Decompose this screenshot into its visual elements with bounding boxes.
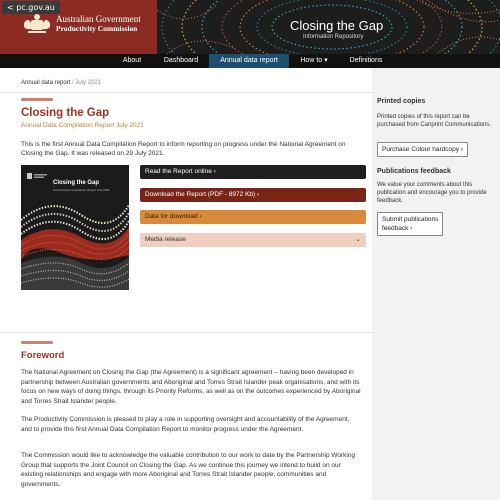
site-title[interactable]: Closing the Gap <box>290 18 384 33</box>
cover-subtitle: Annual Data Compilation Report July 2021 <box>53 188 110 192</box>
media-release-label: Media release <box>145 236 186 243</box>
read-report-online-button[interactable]: Read the Report online › <box>140 165 366 179</box>
title-accent-bar <box>21 98 53 101</box>
submit-feedback-label-1: Submit publications <box>382 216 439 223</box>
page-title: Closing the Gap <box>21 107 110 119</box>
media-release-dropdown[interactable] <box>140 233 366 247</box>
publications-feedback-heading: Publications feedback <box>377 168 451 175</box>
url-status-chip <box>2 1 60 14</box>
gov-line1: Australian Government <box>56 14 141 24</box>
nav-how-to[interactable]: How to ▾ <box>300 57 328 64</box>
intro-text: This is the first Annual Data Compilation Report to inform reporting on progress under the National Agreement on Closing the Gap. It was released on 29 July 2021. <box>21 141 346 157</box>
gov-text <box>56 14 141 34</box>
nav-annual-data-report[interactable]: Annual data report <box>209 54 289 68</box>
submit-feedback-label-2: feedback › <box>382 225 413 232</box>
gov-line2: Productivity Commission <box>56 24 138 33</box>
url-prefix: < <box>7 3 14 12</box>
download-report-pdf-button[interactable]: Download the Report (PDF - 8972 Kb) › <box>140 188 366 202</box>
cover-title: Closing the Gap <box>53 180 100 186</box>
breadcrumb-separator: / <box>72 80 74 86</box>
divider <box>0 92 372 93</box>
nav-about[interactable]: About <box>122 57 142 64</box>
url-text: pc.gov.au <box>16 3 55 12</box>
coat-of-arms-icon <box>22 11 52 35</box>
foreword-paragraph-3: The Commission would like to acknowledge the valuable contribution to our work to date by the Partnership Working Group that supports the Joint Council on Closing the Gap. As we continue this journey we intend to build on our existing relationships and engage with more Aboriginal and Torres Strait Islander people, communities and governments. <box>21 452 356 488</box>
printed-copies-heading: Printed copies <box>377 98 426 105</box>
nav-definitions[interactable]: Definitions <box>349 57 383 64</box>
printed-copies-text: Printed copies of this report can be purchased from Canprint Communications. <box>377 114 492 128</box>
foreword-paragraph-2: The Productivity Commission is pleased to play a role in supporting oversight and accountability of the Agreement, and to provide this first Annual Data Compilation Report to monitor progress under the Agreement. <box>21 416 350 433</box>
chevron-down-icon: ⌄ <box>355 236 361 243</box>
breadcrumb-current: July 2021 <box>75 80 102 86</box>
page-subtitle: Annual Data Compilation Report July 2021 <box>21 122 144 129</box>
foreword-accent-bar <box>21 341 53 344</box>
breadcrumb-parent[interactable]: Annual data report <box>21 80 71 86</box>
site-header <box>0 0 500 54</box>
foreword-paragraph-1: The National Agreement on Closing the Gap (the Agreement) is a significant agreement – having been developed in partnership between Australian governments and Aboriginal and Torres Strait Islander peak organisations, and with its focus on new ways of doing things, through its Priority Reforms, as well as on the outcomes experienced by Aboriginal and Torres Strait Islander people. <box>21 369 361 405</box>
site-subtitle: Information Repository <box>303 34 364 40</box>
purchase-hardcopy-button[interactable]: Purchase Colour hardcopy › <box>377 142 468 157</box>
report-cover-image <box>21 165 129 290</box>
foreword-heading: Foreword <box>21 350 65 361</box>
cover-artwork <box>21 165 129 290</box>
submit-feedback-button[interactable] <box>377 212 443 236</box>
data-for-download-button[interactable]: Data for download › <box>140 210 366 224</box>
sidebar <box>372 68 500 500</box>
main-nav <box>0 54 500 68</box>
divider <box>0 332 372 333</box>
breadcrumb <box>21 80 101 86</box>
nav-dashboard[interactable]: Dashboard <box>163 57 199 64</box>
feedback-text: We value your comments about this publication and encourage you to provide feedback. <box>377 182 487 204</box>
